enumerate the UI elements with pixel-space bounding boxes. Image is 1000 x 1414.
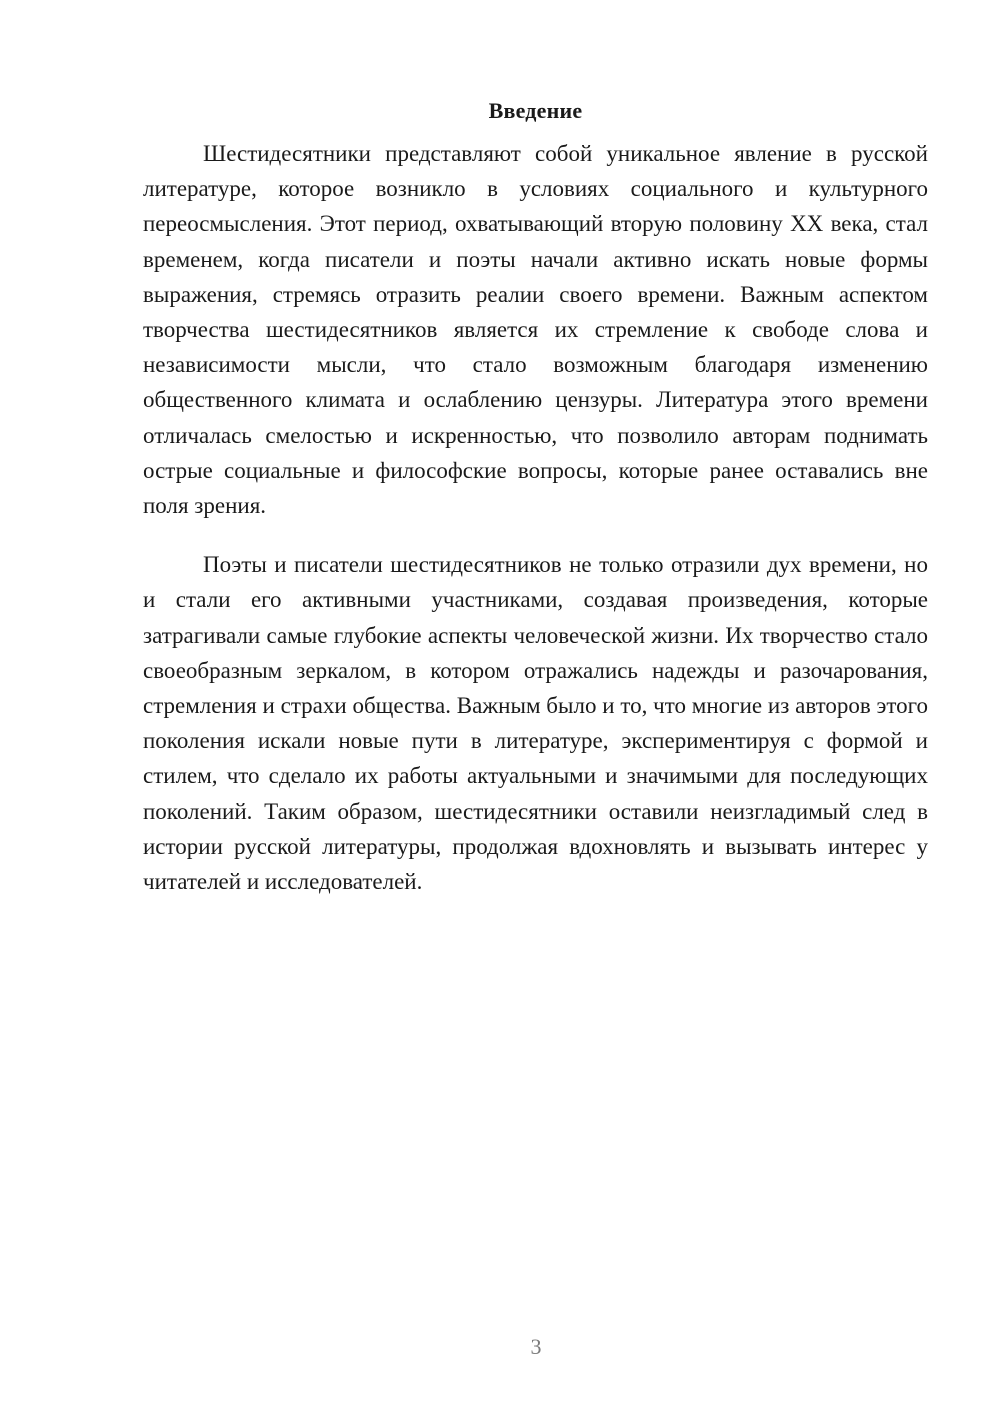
page-number: 3 <box>530 1334 542 1359</box>
section-heading: Введение <box>488 98 583 123</box>
page-content <box>143 96 928 899</box>
paragraph-2: Поэты и писатели шестидесятников не только отразили дух времени, но и стали его активными участниками, создавая произведения, которые затрагивали самые глубокие аспекты человеческой жизни. Их творчество стало своеобразным зеркалом, в котором отражались надежды и разочарования, стремления и страхи общества. Важным было и то, что многие из авторов этого поколения искали новые пути в литературе, экспериментируя с формой и стилем, что сделало их работы актуальными и значимыми для последующих поколений. Таким образом, шестидесятники оставили неизгладимый след в истории русской литературы, продолжая вдохновлять и вызывать интерес у читателей и исследователей. <box>143 552 928 895</box>
paragraph-1: Шестидесятники представляют собой уникальное явление в русской литературе, которое возникло в условиях социального и культурного переосмысления. Этот период, охватывающий вторую половину XX века, стал временем, когда писатели и поэты начали активно искать новые формы выражения, стремясь отразить реалии своего времени. Важным аспектом творчества шестидесятников является их стремление к свободе слова и независимости мысли, что стало возможным благодаря изменению общественного климата и ослаблению цензуры. Литература этого времени отличалась смелостью и искренностью, что позволило авторам поднимать острые социальные и философские вопросы, которые ранее оставались вне поля зрения. <box>143 141 928 519</box>
